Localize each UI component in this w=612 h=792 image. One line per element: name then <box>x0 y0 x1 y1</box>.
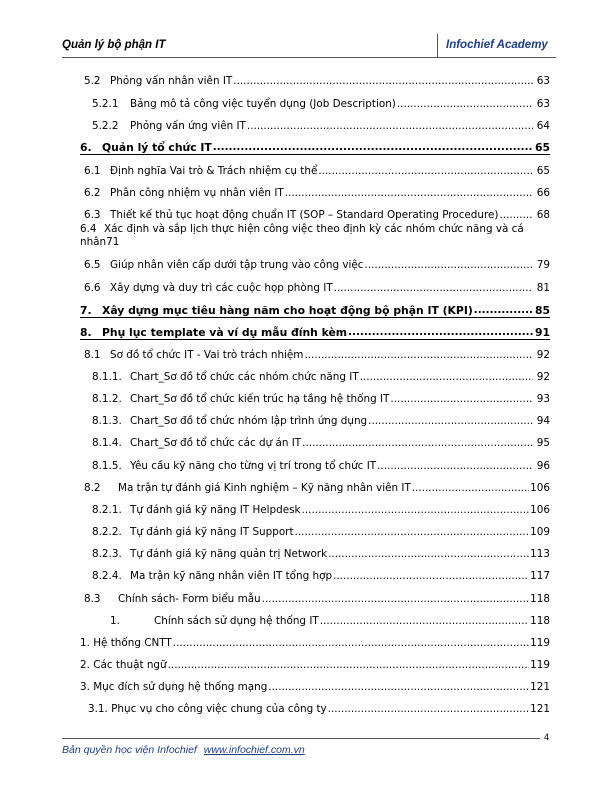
toc-entry-title-continued: nhân <box>80 236 107 248</box>
toc-entry-page: 91 <box>534 326 550 339</box>
toc-entry-number: 8.1 <box>84 349 101 361</box>
toc-entry[interactable] <box>92 543 550 561</box>
toc-entry-page: 106 <box>530 504 550 516</box>
toc-entry[interactable] <box>84 344 550 362</box>
toc-entry-page: 92 <box>536 371 550 383</box>
toc-entry-title: Chart_Sơ đồ tổ chức các nhóm chức năng IT <box>130 371 359 383</box>
toc-chapter-entry[interactable] <box>80 137 550 155</box>
toc-entry-page: 118 <box>530 593 550 605</box>
toc-entry-title: Phụ lục template và ví dụ mẫu đính kèm <box>102 326 348 339</box>
toc-entry-page: 85 <box>534 304 550 317</box>
toc-entry-title: Xây dựng và duy trì các cuộc họp phòng IT <box>110 282 333 294</box>
dot-leader <box>173 637 529 650</box>
toc-entry-number: 6. <box>80 141 92 154</box>
toc-entry-number: 8.1.3. <box>92 415 122 427</box>
dot-leader <box>412 482 529 495</box>
toc-entry-page: 68 <box>536 209 550 221</box>
toc-entry[interactable] <box>84 254 550 272</box>
dot-leader <box>302 437 533 450</box>
toc-entry-page: 63 <box>536 98 550 110</box>
dot-leader <box>360 371 533 384</box>
toc-entry[interactable] <box>80 632 550 650</box>
copyright-text: Bản quyền học viện Infochief <box>62 744 197 756</box>
toc-entry-title: Quản lý tổ chức IT <box>102 141 212 154</box>
page-header <box>62 34 556 58</box>
toc-entry[interactable] <box>92 366 550 384</box>
toc-entry-number: 8.2.4. <box>92 570 122 582</box>
toc-entry[interactable] <box>84 277 550 295</box>
toc-entry-title: Chính sách sử dụng hệ thống IT <box>154 615 319 627</box>
toc-entry-number: 6.1 <box>84 165 101 177</box>
dot-leader <box>333 570 529 583</box>
toc-chapter-entry[interactable] <box>80 300 550 318</box>
toc-entry-number: 8. <box>80 326 92 339</box>
toc-entry-number: 8.1.2. <box>92 393 122 405</box>
toc-entry-number: 8.1.4. <box>92 437 122 449</box>
toc-entry-title: Giúp nhân viên cấp dưới tập trung vào công việc <box>110 259 364 271</box>
toc-entry-title: 1. Hệ thống CNTT <box>80 637 172 649</box>
toc-entry-number: 6.3 <box>84 209 101 221</box>
toc-entry-page: 118 <box>530 615 550 627</box>
dot-leader <box>268 681 529 694</box>
document-title: Quản lý bộ phận IT <box>62 39 166 51</box>
toc-entry[interactable] <box>92 521 550 539</box>
toc-entry-page: 96 <box>536 460 550 472</box>
toc-entry[interactable] <box>92 410 550 428</box>
toc-entry-title: Ma trận tự đánh giá Kinh nghiệm – Kỹ năng nhân viên IT <box>118 482 411 494</box>
toc-entry-title: Yêu cầu kỹ năng cho từng vị trí trong tổ chức IT <box>130 460 377 472</box>
toc-entry-page: 71 <box>106 236 120 248</box>
toc-entry-page: 121 <box>530 703 550 715</box>
toc-entry-number: 8.2.2. <box>92 526 122 538</box>
dot-leader <box>302 504 530 517</box>
toc-entry[interactable] <box>84 477 550 495</box>
toc-entry[interactable] <box>84 160 550 178</box>
toc-entry[interactable] <box>92 388 550 406</box>
toc-entry-number: 8.1.1. <box>92 371 122 383</box>
toc-entry-number: 6.6 <box>84 282 101 294</box>
toc-entry-page: 117 <box>530 570 550 582</box>
dot-leader <box>320 615 529 628</box>
footer-rule <box>62 738 540 739</box>
dot-leader <box>262 593 530 606</box>
toc-entry-number: 8.1.5. <box>92 460 122 472</box>
dot-leader <box>233 75 533 88</box>
toc-entry-page: 65 <box>534 141 550 154</box>
website-link[interactable]: www.infochief.com.vn <box>203 744 305 756</box>
toc-entry-number: 6.2 <box>84 187 101 199</box>
dot-leader <box>304 349 533 362</box>
toc-entry-title: 3.1. Phục vụ cho công việc chung của công ty <box>88 703 327 715</box>
dot-leader <box>334 282 533 295</box>
toc-entry-number: 8.2.3. <box>92 548 122 560</box>
toc-entry-title: Phỏng vấn nhân viên IT <box>110 75 233 87</box>
toc-entry[interactable] <box>92 499 550 517</box>
toc-entry-number: 5.2.2 <box>92 120 119 132</box>
toc-entry-number: 6.5 <box>84 259 101 271</box>
toc-entry[interactable] <box>80 654 550 672</box>
toc-entry[interactable] <box>92 115 550 133</box>
toc-entry-title: 2. Các thuật ngữ <box>80 659 167 671</box>
toc-entry-page: 119 <box>530 637 550 649</box>
toc-entry-title: Tự đánh giá kỹ năng IT Helpdesk <box>130 504 301 516</box>
toc-entry-number: 8.3 <box>84 593 101 605</box>
toc-entry[interactable] <box>80 223 550 249</box>
dot-leader <box>368 415 533 428</box>
dot-leader <box>397 98 533 111</box>
toc-entry-page: 93 <box>536 393 550 405</box>
toc-entry[interactable] <box>92 565 550 583</box>
brand-name: Infochief Academy <box>446 39 548 51</box>
toc-entry-line <box>80 236 550 249</box>
toc-entry[interactable] <box>80 676 550 694</box>
toc-entry-number: 6.4 <box>80 223 97 235</box>
toc-entry-title: Xây dựng mục tiêu hàng năm cho hoạt động bộ phận IT (KPI) <box>102 304 473 317</box>
toc-entry-title: Sơ đồ tổ chức IT - Vai trò trách nhiệm <box>110 349 304 361</box>
dot-leader <box>474 304 533 317</box>
toc-entry[interactable] <box>84 588 550 606</box>
dot-leader <box>499 209 533 222</box>
toc-entry-page: 119 <box>530 659 550 671</box>
toc-entry-number: 1. <box>110 615 120 627</box>
dot-leader <box>168 659 530 672</box>
toc-entry-page: 66 <box>536 187 550 199</box>
dot-leader <box>328 548 529 561</box>
toc-entry-number: 7. <box>80 304 92 317</box>
toc-entry-number: 8.2.1. <box>92 504 122 516</box>
toc-entry-title: Bảng mô tả công việc tuyển dụng (Job Description) <box>130 98 396 110</box>
toc-entry[interactable] <box>92 610 550 628</box>
dot-leader <box>365 259 534 272</box>
dot-leader <box>247 120 533 133</box>
toc-entry-page: 79 <box>536 259 550 271</box>
toc-entry-page: 106 <box>530 482 550 494</box>
page-number: 4 <box>544 732 550 742</box>
dot-leader <box>213 141 533 154</box>
toc-entry-title: Chính sách- Form biểu mẫu <box>118 593 261 605</box>
toc-entry[interactable] <box>84 204 550 222</box>
toc-entry-title: Chart_Sơ đồ tổ chức kiến trúc hạ tầng hệ thống IT <box>130 393 390 405</box>
header-rule <box>62 57 556 58</box>
toc-entry-title: Tự đánh giá kỹ năng IT Support <box>130 526 294 538</box>
toc-entry-title: Tự đánh giá kỹ năng quản trị Network <box>130 548 328 560</box>
toc-entry-title: Xác định và sắp lịch thực hiện công việc theo định kỳ các nhóm chức năng và cá <box>104 223 524 235</box>
dot-leader <box>328 703 529 716</box>
toc-entry-page: 113 <box>530 548 550 560</box>
toc-entry-title: 3. Mục đích sử dụng hệ thống mạng <box>80 681 268 693</box>
toc-entry-page: 121 <box>530 681 550 693</box>
toc-entry-title: Phân công nhiệm vụ nhân viên IT <box>110 187 284 199</box>
toc-entry[interactable] <box>84 70 550 88</box>
toc-entry-page: 92 <box>536 349 550 361</box>
copyright-notice <box>62 744 305 756</box>
toc-entry-page: 65 <box>536 165 550 177</box>
toc-entry[interactable] <box>92 455 550 473</box>
dot-leader <box>390 393 533 406</box>
toc-entry-title: Ma trận kỹ năng nhân viên IT tổng hợp <box>130 570 333 582</box>
toc-entry-page: 63 <box>536 75 550 87</box>
toc-entry-title: Phỏng vấn ứng viên IT <box>130 120 246 132</box>
toc-chapter-entry[interactable] <box>80 322 550 340</box>
dot-leader <box>285 187 533 200</box>
toc-entry-page: 94 <box>536 415 550 427</box>
toc-entry-number: 5.2 <box>84 75 101 87</box>
toc-entry-title: Chart_Sơ đồ tổ chức nhóm lập trình ứng dụng <box>130 415 368 427</box>
dot-leader <box>377 460 533 473</box>
toc-entry[interactable] <box>84 182 550 200</box>
toc-entry[interactable] <box>92 432 550 450</box>
dot-leader <box>295 526 530 539</box>
toc-entry-page: 109 <box>530 526 550 538</box>
toc-entry-line <box>80 223 550 236</box>
toc-entry-page: 95 <box>536 437 550 449</box>
toc-entry-title: Chart_Sơ đồ tổ chức các dự án IT <box>130 437 302 449</box>
toc-entry-number: 8.2 <box>84 482 101 494</box>
toc-entry[interactable] <box>88 698 550 716</box>
dot-leader <box>348 326 533 339</box>
toc-entry-page: 64 <box>536 120 550 132</box>
toc-entry[interactable] <box>92 93 550 111</box>
dot-leader <box>318 165 533 178</box>
toc-entry-title: Thiết kế thủ tục hoạt động chuẩn IT (SOP – Standard Operating Procedure) <box>110 209 499 221</box>
header-divider <box>437 34 438 58</box>
toc-entry-number: 5.2.1 <box>92 98 119 110</box>
toc-entry-page: 81 <box>536 282 550 294</box>
toc-entry-title: Định nghĩa Vai trò & Trách nhiệm cụ thể <box>110 165 318 177</box>
